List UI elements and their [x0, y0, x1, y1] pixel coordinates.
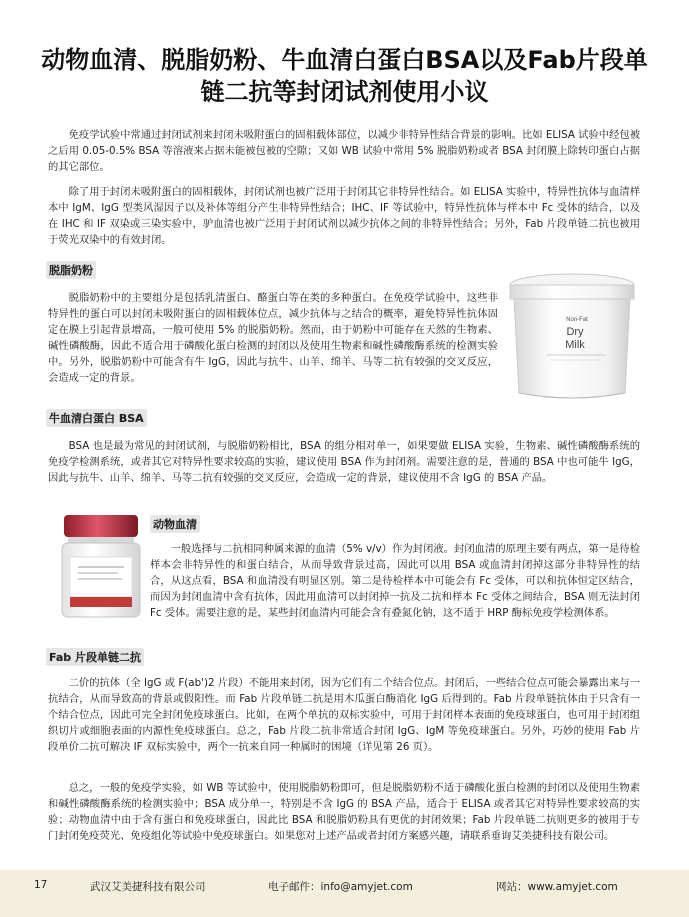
summary-paragraph: 总之，一般的免疫学实验，如 WB 等试验中，使用脱脂奶粉即可，但是脱脂奶粉不适于磷酸化蛋白检测的封闭以及使用生物素和碱性磷酸酶系统的检测实验中；BSA 成分单一，特别是不含 IgG 的 BSA 产品，适合于 ELISA 或者其它对特异性要求较高的实验；动物血清中由于含有蛋白和免疫球蛋白，因此比 BSA 和脱脂奶粉具有更优的封闭效果；Fab 片段单链二抗则更多的被用于专门封闭免疫荧光、免疫组化等试验中免疫球蛋白。如果您对上述产品或者封闭方案感兴趣，请联系垂询艾美捷科技有限公司。: [48, 782, 640, 842]
serum-bottle-image: [58, 513, 144, 621]
tub-label-dry: Dry: [566, 326, 584, 338]
intro-paragraph-1: 免疫学试验中常通过封闭试剂来封闭未吸附蛋白的固相载体部位，以减少非特异性结合背景的影响。比如 ELISA 试验中经包被之后用 0.05-0.5% BSA 等溶液来占据未能被包被的空隙；又如 WB 试验中常用 5% 脱脂奶粉或者 BSA 封闭膜上除转印蛋白占据的其它部位。: [48, 129, 640, 173]
footer-company: 武汉艾美捷科技有限公司: [90, 881, 206, 893]
page-number: 17: [34, 879, 48, 891]
bsa-paragraph: BSA 也是最为常见的封闭试剂，与脱脂奶粉相比，BSA 的组分相对单一，如果要做 ELISA 实验，生物素、碱性磷酸酶系统的免疫学检测系统，或者其它对特异性要求较高的实验，建议使用 BSA 作为封闭剂。需要注意的是，普通的 BSA 中也可能牛 IgG，因此与抗牛、山羊、绵羊、马等二抗有较强的交叉反应，会造成一定的背景，建议使用不含 IgG 的 BSA 产品。: [48, 440, 640, 484]
dry-milk-tub-image: [505, 271, 640, 403]
milk-paragraph: 脱脂奶粉中的主要组分是包括乳清蛋白、酪蛋白等在类的多种蛋白。在免疫学试验中，这些非特异性的蛋白可以封闭未吸附蛋白的固相载体位点，减少抗体与之结合的概率，避免特异性抗体固定在膜上引起背景增高，一般可使用 5% 的脱脂奶粉。然而，由于奶粉中可能存在天然的生物素、碱性磷酸酶，因此不适合用于磷酸化蛋白检测的封闭以及使用生物素和碱性磷酸酶系统的检测实验中。另外，脱脂奶粉中可能含有牛 IgG，因此与抗牛、山羊、绵羊、马等二抗有较强的交叉反应，会造成一定的背景。: [48, 292, 498, 384]
page-title-line1: 动物血清、脱脂奶粉、牛血清白蛋白BSA以及Fab片段单: [41, 46, 648, 74]
page-title: [30, 44, 659, 108]
tub-label-milk: Milk: [565, 339, 585, 351]
page-title-line2: 链二抗等封闭试剂使用小议: [200, 78, 489, 106]
footer-website: 网站：www.amyjet.com: [496, 881, 618, 893]
tub-brand-text: Non-Fat: [566, 317, 588, 323]
page-footer: [0, 870, 689, 917]
intro-paragraph-2: 除了用于封闭未吸附蛋白的固相载体，封闭试剂也被广泛用于封闭其它非特异性结合。如 ELISA 实验中，特异性抗体与血清样本中 IgM、IgG 型类风湿因子以及补体等组分产生非特异性结合；IHC、IF 等试验中，特异性抗体与样本中 Fc 受体的结合，以及在 IHC 和 IF 双染或三染实验中，驴血清也被广泛用于封闭试剂以减少抗体之间的非特异性结合；另外，Fab 片段单链二抗也被用于荧光双染中的有效封闭。: [48, 186, 640, 246]
fab-paragraph: 二价的抗体（全 IgG 或 F(ab')2 片段）不能用来封闭，因为它们有二个结合位点。封闭后，一些结合位点可能会暴露出来与一抗结合，从而导致高的背景或假阳性。而 Fab 片段单链二抗是用木瓜蛋白酶消化 IgG 后得到的。Fab 片段单链抗体由于只含有一个结合位点，因此可完全封闭免疫球蛋白。比如，在两个单抗的双标实验中，可用于封闭样本表面的免疫球蛋白，也可用于封闭组织切片或细胞表面的内源性免疫球蛋白。总之，Fab 片段二抗非常适合封闭 IgG、IgM 等免疫球蛋白。另外，巧妙的使用 Fab 片段单价二抗可解决 IF 双标实验中，两个一抗来自同一种属时的困境（详见第 26 页）。: [48, 677, 640, 753]
footer-email: 电子邮件：info@amyjet.com: [268, 881, 413, 893]
section-heading-milk: 脱脂奶粉: [46, 261, 96, 279]
serum-paragraph: 一般选择与二抗相同种属来源的血清（5% v/v）作为封闭液。封闭血清的原理主要有两点，第一是待检样本会非特异性的和蛋白结合，从而导致背景过高，因此可以用 BSA 或血清封闭掉这部分非特异性的结合，从这点看，BSA 和血清没有明显区别。第二是待检样本中可能会有 Fc 受体，可以和抗体恒定区结合，而因为封闭血清中含有抗体，因此用血清可以封闭掉一抗及二抗和样本 Fc 受体之间结合，BSA 则无法封闭 Fc 受体。需要注意的是，某些封闭血清内可能会含有叠氮化钠，这不适于 HRP 酶标免疫学检测体系。: [150, 543, 640, 619]
section-heading-bsa: 牛血清白蛋白 BSA: [46, 409, 147, 427]
section-heading-fab: Fab 片段单链二抗: [46, 648, 144, 666]
section-heading-serum: 动物血清: [150, 515, 200, 533]
